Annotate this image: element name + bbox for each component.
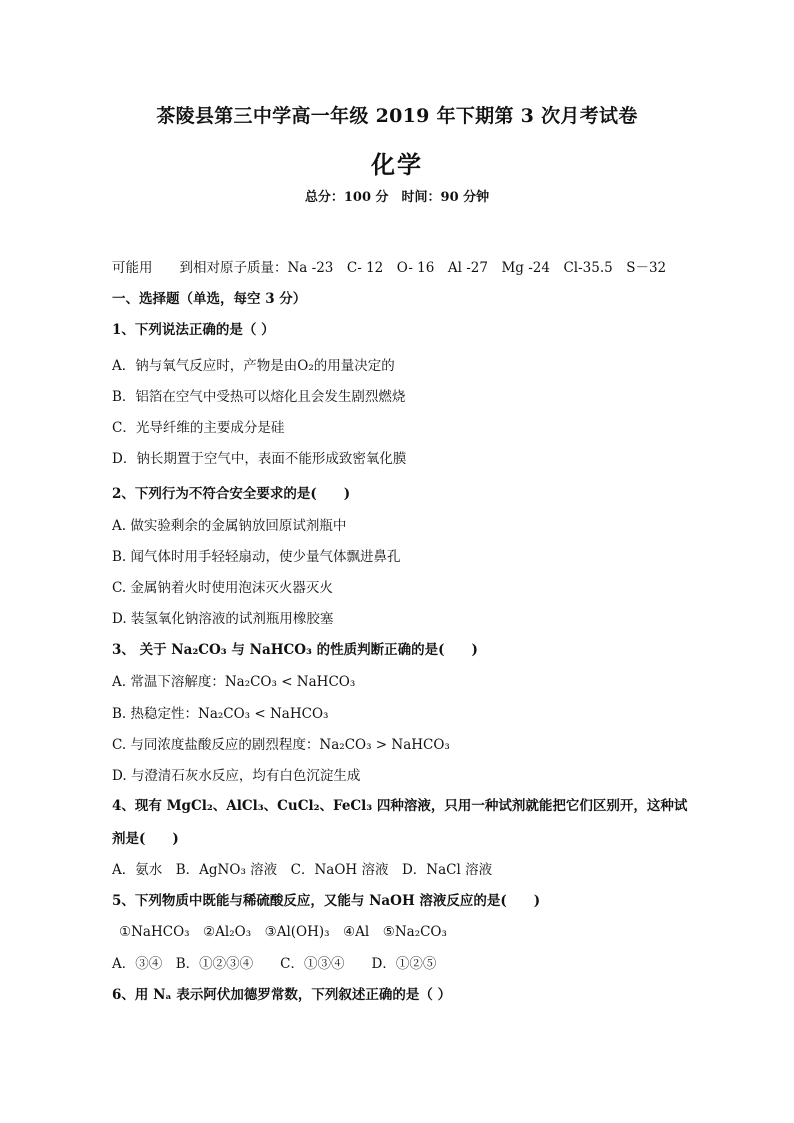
question-1-option-c: C．光导纤维的主要成分是硅 [112,420,285,436]
question-2-option-c: C. 金属钠着火时使用泡沫灭火器灭火 [112,580,333,596]
question-3-option-d: D. 与澄清石灰水反应，均有白色沉淀生成 [112,768,361,784]
question-2-stem: 2、下列行为不符合安全要求的是( ) [112,486,351,502]
question-5-options: A．③④ B．①②③④ C．①③④ D．①②⑤ [112,956,437,972]
question-3-stem: 3、 关于 Na₂CO₃ 与 NaHCO₃ 的性质判断正确的是( ) [112,642,478,658]
atomic-masses: 可能用 到相对原子质量：Na -23 C- 12 O- 16 Al -27 Mg -24 Cl-35.5 S－32 [112,260,667,276]
question-6-stem: 6、用 Nₐ 表示阿伏加德罗常数，下列叙述正确的是（ ） [112,987,452,1003]
question-3-option-c: C. 与同浓度盐酸反应的剧烈程度：Na₂CO₃ > NaHCO₃ [112,737,450,753]
question-4-stem-line-2: 剂是( ) [112,831,179,847]
question-5-items: ①NaHCO₃ ②Al₂O₃ ③Al(OH)₃ ④Al ⑤Na₂CO₃ [119,924,447,940]
section-title: 一、选择题（单选，每空 3 分） [112,291,307,307]
question-2-option-b: B. 闻气体时用手轻轻扇动，使少量气体飘进鼻孔 [112,549,401,565]
question-3-option-b: B. 热稳定性：Na₂CO₃ < NaHCO₃ [112,706,329,722]
question-5-stem: 5、下列物质中既能与稀硫酸反应，又能与 NaOH 溶液反应的是( ) [112,893,541,909]
exam-meta: 总分：100 分 时间：90 分钟 [304,190,490,205]
question-1-stem: 1、下列说法正确的是（ ） [112,322,275,338]
question-4-stem-line-1: 4、现有 MgCl₂、AlCl₃、CuCl₂、FeCl₃ 四种溶液，只用一种试剂就能把它们区别开，这种试 [112,798,688,814]
question-3-option-a: A. 常温下溶解度：Na₂CO₃ < NaHCO₃ [112,674,356,690]
question-1-option-a: A．钠与氧气反应时，产物是由O₂的用量决定的 [112,358,395,374]
question-1-option-b: B．铝箔在空气中受热可以熔化且会发生剧烈燃烧 [112,389,406,405]
question-2-option-d: D. 装氢氧化钠溶液的试剂瓶用橡胶塞 [112,611,334,627]
question-2-option-a: A. 做实验剩余的金属钠放回原试剂瓶中 [112,518,347,534]
exam-title: 茶陵县第三中学高一年级 2019 年下期第 3 次月考试卷 [156,105,638,127]
question-1-option-d: D．钠长期置于空气中，表面不能形成致密氧化膜 [112,451,407,467]
question-4-options: A．氨水 B．AgNO₃ 溶液 C．NaOH 溶液 D．NaCl 溶液 [112,862,493,878]
subject-title: 化学 [371,150,423,179]
